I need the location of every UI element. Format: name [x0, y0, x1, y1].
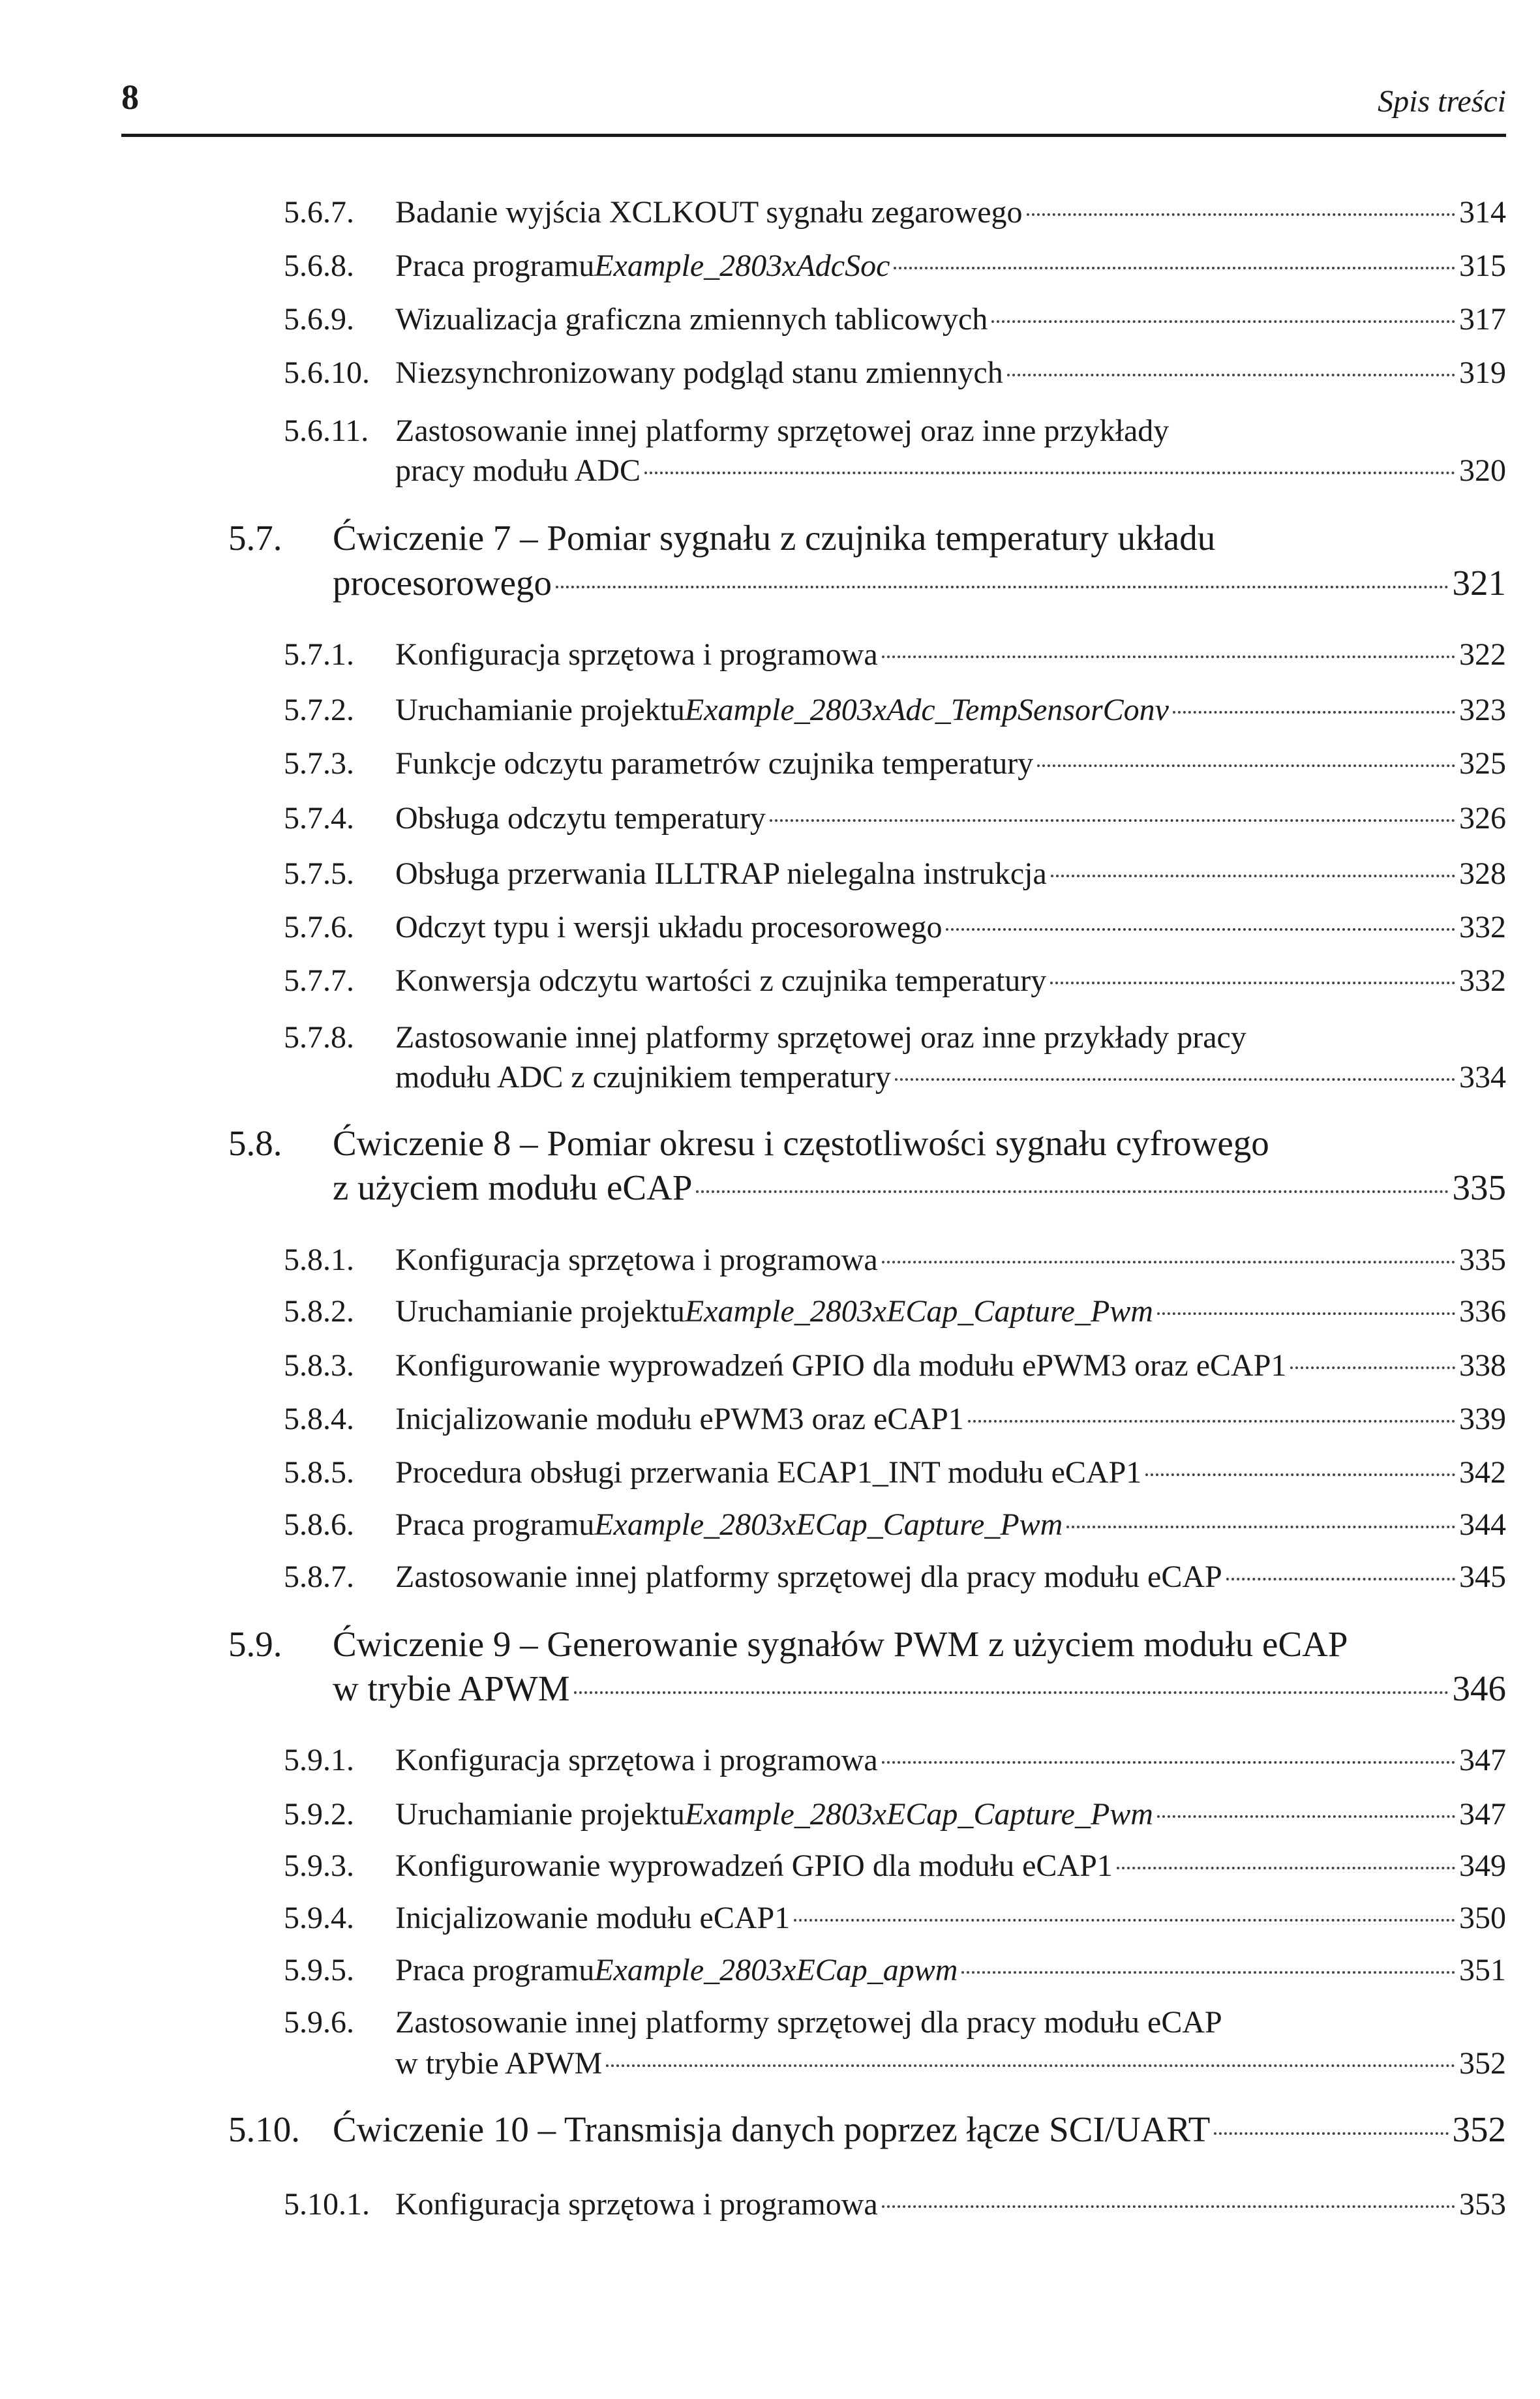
toc-entry-project-name: Example_2803xAdcSoc [594, 248, 890, 283]
dot-leader [1117, 1867, 1455, 1869]
toc-entry-page: 332 [1459, 963, 1506, 999]
toc-entry-page: 339 [1459, 1401, 1506, 1436]
toc-entry-number: 5.9.1. [284, 1743, 354, 1778]
toc-entry-page: 347 [1459, 1743, 1506, 1778]
toc-entry-number: 5.7.2. [284, 692, 354, 727]
toc-entry-page: 323 [1459, 692, 1506, 727]
toc-entry-page: 346 [1452, 1668, 1506, 1708]
dot-leader [794, 1919, 1455, 1922]
toc-entry-number: 5.8.3. [284, 1348, 354, 1383]
toc-entry-number: 5.7.6. [284, 910, 354, 945]
toc-entry-page: 321 [1452, 562, 1506, 603]
toc-entry-title: Konwersja odczytu wartości z czujnika temperatury [395, 963, 1047, 999]
toc-entry-number: 5.7.4. [284, 801, 354, 836]
toc-entry-page: 325 [1459, 746, 1506, 781]
toc-entry-page: 335 [1459, 1242, 1506, 1277]
toc-entry-page: 349 [1459, 1848, 1506, 1884]
toc-entry-page: 352 [1459, 2046, 1506, 2081]
dot-leader [968, 1420, 1455, 1423]
toc-entry-title-line: Ćwiczenie 9 – Generowanie sygnałów PWM z użyciem modułu eCAP [333, 1623, 1348, 1664]
toc-entry-page: 326 [1459, 801, 1506, 836]
toc-entry-page: 319 [1459, 355, 1506, 391]
toc-entry-number: 5.6.9. [284, 301, 354, 337]
toc-entry-number: 5.8.5. [284, 1455, 354, 1490]
toc-entry-page: 320 [1459, 453, 1506, 489]
toc-entry-page: 345 [1459, 1559, 1506, 1594]
toc-entry-number: 5.9. [228, 1623, 282, 1664]
toc-entry-title: Praca programu [395, 1953, 595, 1988]
toc-entry-page: 332 [1459, 910, 1506, 945]
dot-leader [1173, 711, 1455, 714]
toc-entry-title: w trybie APWM [333, 1668, 570, 1708]
toc-entry-title: Procedura obsługi przerwania ECAP1_INT modułu eCAP1 [395, 1455, 1142, 1490]
toc-entry-title: Konfiguracja sprzętowa i programowa [395, 2187, 878, 2222]
dot-leader [1027, 213, 1455, 216]
toc-entry-title: Uruchamianie projektu [395, 1796, 685, 1832]
toc-entry-title-line: Zastosowanie innej platformy sprzętowej oraz inne przykłady [395, 414, 1170, 449]
toc-entry-number: 5.7.3. [284, 746, 354, 781]
toc-entry-number: 5.7. [228, 518, 282, 558]
toc-entry-page: 351 [1459, 1953, 1506, 1988]
running-title: Spis treści [1378, 84, 1506, 119]
toc-entry-page: 314 [1459, 194, 1506, 230]
toc-entry-page: 328 [1459, 856, 1506, 891]
dot-leader [1157, 1815, 1455, 1818]
toc-entry-title: Konfigurowanie wyprowadzeń GPIO dla modułu eCAP1 [395, 1848, 1113, 1884]
toc-entry-page: 350 [1459, 1901, 1506, 1936]
toc-entry-number: 5.9.4. [284, 1901, 354, 1936]
dot-leader [1157, 1312, 1455, 1315]
dot-leader [1214, 2132, 1448, 2135]
header-rule [121, 134, 1506, 137]
toc-entry-number: 5.8.7. [284, 1559, 354, 1594]
dot-leader [895, 1078, 1455, 1081]
toc-entry-title: Inicjalizowanie modułu ePWM3 oraz eCAP1 [395, 1401, 964, 1436]
toc-entry-title: Badanie wyjścia XCLKOUT sygnału zegarowego [395, 194, 1023, 230]
toc-entry-number: 5.8.4. [284, 1401, 354, 1436]
toc-entry-title: Uruchamianie projektu [395, 1294, 685, 1329]
toc-entry-number: 5.10.1. [284, 2187, 370, 2222]
toc-entry-project-name: Example_2803xECap_Capture_Pwm [684, 1294, 1153, 1329]
toc-entry-title: Obsługa przerwania ILLTRAP nielegalna instrukcja [395, 856, 1047, 891]
toc-entry-page: 353 [1459, 2187, 1506, 2222]
dot-leader [606, 2064, 1455, 2067]
toc-entry-project-name: Example_2803xECap_apwm [594, 1953, 958, 1988]
toc-entry-page: 342 [1459, 1455, 1506, 1490]
dot-leader [1290, 1366, 1455, 1369]
toc-entry-title: Zastosowanie innej platformy sprzętowej dla pracy modułu eCAP [395, 1559, 1222, 1594]
toc-entry-title: Konfiguracja sprzętowa i programowa [395, 637, 878, 672]
toc-entry-page: 347 [1459, 1796, 1506, 1832]
toc-entry-title: Funkcje odczytu parametrów czujnika temperatury [395, 746, 1034, 781]
toc-entry-number: 5.9.2. [284, 1796, 354, 1832]
toc-entry-number: 5.10. [228, 2109, 300, 2150]
toc-entry-project-name: Example_2803xECap_Capture_Pwm [684, 1796, 1153, 1832]
toc-entry-page: 334 [1459, 1060, 1506, 1095]
toc-entry-title: Praca programu [395, 1507, 595, 1542]
toc-entry-title: modułu ADC z czujnikiem temperatury [395, 1060, 891, 1095]
toc-entry-title: Praca programu [395, 248, 595, 283]
toc-entry-title: Konfigurowanie wyprowadzeń GPIO dla modułu ePWM3 oraz eCAP1 [395, 1348, 1287, 1383]
toc-entry-project-name: Example_2803xECap_Capture_Pwm [594, 1507, 1063, 1542]
toc-entry-title: Uruchamianie projektu [395, 692, 685, 727]
toc-entry-page: 317 [1459, 301, 1506, 337]
toc-entry-title: Ćwiczenie 10 – Transmisja danych poprzez łącze SCI/UART [333, 2109, 1211, 2150]
toc-entry-page: 335 [1452, 1168, 1506, 1208]
toc-entry-title: Odczyt typu i wersji układu procesorowego [395, 910, 943, 945]
dot-leader [1226, 1578, 1455, 1580]
dot-leader [556, 586, 1449, 588]
toc-entry-number: 5.9.5. [284, 1953, 354, 1988]
dot-leader [882, 2205, 1455, 2208]
toc-entry-title: procesorowego [333, 562, 552, 603]
toc-entry-title-line: Zastosowanie innej platformy sprzętowej dla pracy modułu eCAP [395, 2004, 1222, 2040]
toc-entry-title: Konfiguracja sprzętowa i programowa [395, 1743, 878, 1778]
toc-entry-number: 5.7.7. [284, 963, 354, 999]
dot-leader [961, 1971, 1455, 1974]
toc-entry-page: 338 [1459, 1348, 1506, 1383]
toc-entry-page: 344 [1459, 1507, 1506, 1542]
toc-entry-title: Konfiguracja sprzętowa i programowa [395, 1242, 878, 1277]
dot-leader [882, 1761, 1455, 1764]
toc-entry-title: Niezsynchronizowany podgląd stanu zmiennych [395, 355, 1003, 391]
toc-entry-number: 5.7.5. [284, 856, 354, 891]
toc-entry-number: 5.6.11. [284, 414, 369, 449]
toc-entry-page: 352 [1452, 2109, 1506, 2150]
toc-entry-number: 5.7.1. [284, 637, 354, 672]
dot-leader [1145, 1473, 1455, 1476]
toc-entry-title: z użyciem modułu eCAP [333, 1168, 693, 1208]
toc-entry-number: 5.8.1. [284, 1242, 354, 1277]
dot-leader [1051, 875, 1455, 877]
toc-entry-title: Wizualizacja graficzna zmiennych tablicowych [395, 301, 988, 337]
dot-leader [894, 267, 1455, 269]
dot-leader [574, 1691, 1449, 1694]
toc-entry-number: 5.9.3. [284, 1848, 354, 1884]
toc-entry-number: 5.8.2. [284, 1294, 354, 1329]
dot-leader [882, 1261, 1455, 1263]
toc-entry-number: 5.6.7. [284, 194, 354, 230]
dot-leader [882, 656, 1455, 658]
dot-leader [991, 320, 1455, 323]
toc-entry-title-line: Ćwiczenie 7 – Pomiar sygnału z czujnika temperatury układu [333, 518, 1216, 558]
toc-entry-title-line: Ćwiczenie 8 – Pomiar okresu i częstotliwości sygnału cyfrowego [333, 1123, 1269, 1163]
toc-entry-title: pracy modułu ADC [395, 453, 641, 489]
dot-leader [696, 1190, 1448, 1193]
dot-leader [1007, 374, 1455, 376]
dot-leader [1050, 982, 1455, 984]
dot-leader [1066, 1526, 1455, 1528]
toc-entry-title: Inicjalizowanie modułu eCAP1 [395, 1901, 791, 1936]
toc-entry-title: w trybie APWM [395, 2046, 603, 2081]
toc-entry-number: 5.7.8. [284, 1020, 354, 1055]
dot-leader [644, 472, 1455, 474]
toc-entry-title-line: Zastosowanie innej platformy sprzętowej oraz inne przykłady pracy [395, 1020, 1246, 1055]
toc-entry-title: Obsługa odczytu temperatury [395, 801, 766, 836]
toc-entry-page: 322 [1459, 637, 1506, 672]
toc-entry-number: 5.8.6. [284, 1507, 354, 1542]
toc-entry-number: 5.6.8. [284, 248, 354, 283]
page-number: 8 [121, 78, 139, 117]
dot-leader [1037, 764, 1455, 767]
toc-entry-number: 5.8. [228, 1123, 282, 1163]
toc-entry-page: 336 [1459, 1294, 1506, 1329]
toc-entry-number: 5.6.10. [284, 355, 370, 391]
dot-leader [946, 928, 1455, 931]
toc-entry-project-name: Example_2803xAdc_TempSensorConv [684, 692, 1169, 727]
toc-entry-page: 315 [1459, 248, 1506, 283]
dot-leader [770, 819, 1455, 822]
toc-entry-number: 5.9.6. [284, 2004, 354, 2040]
